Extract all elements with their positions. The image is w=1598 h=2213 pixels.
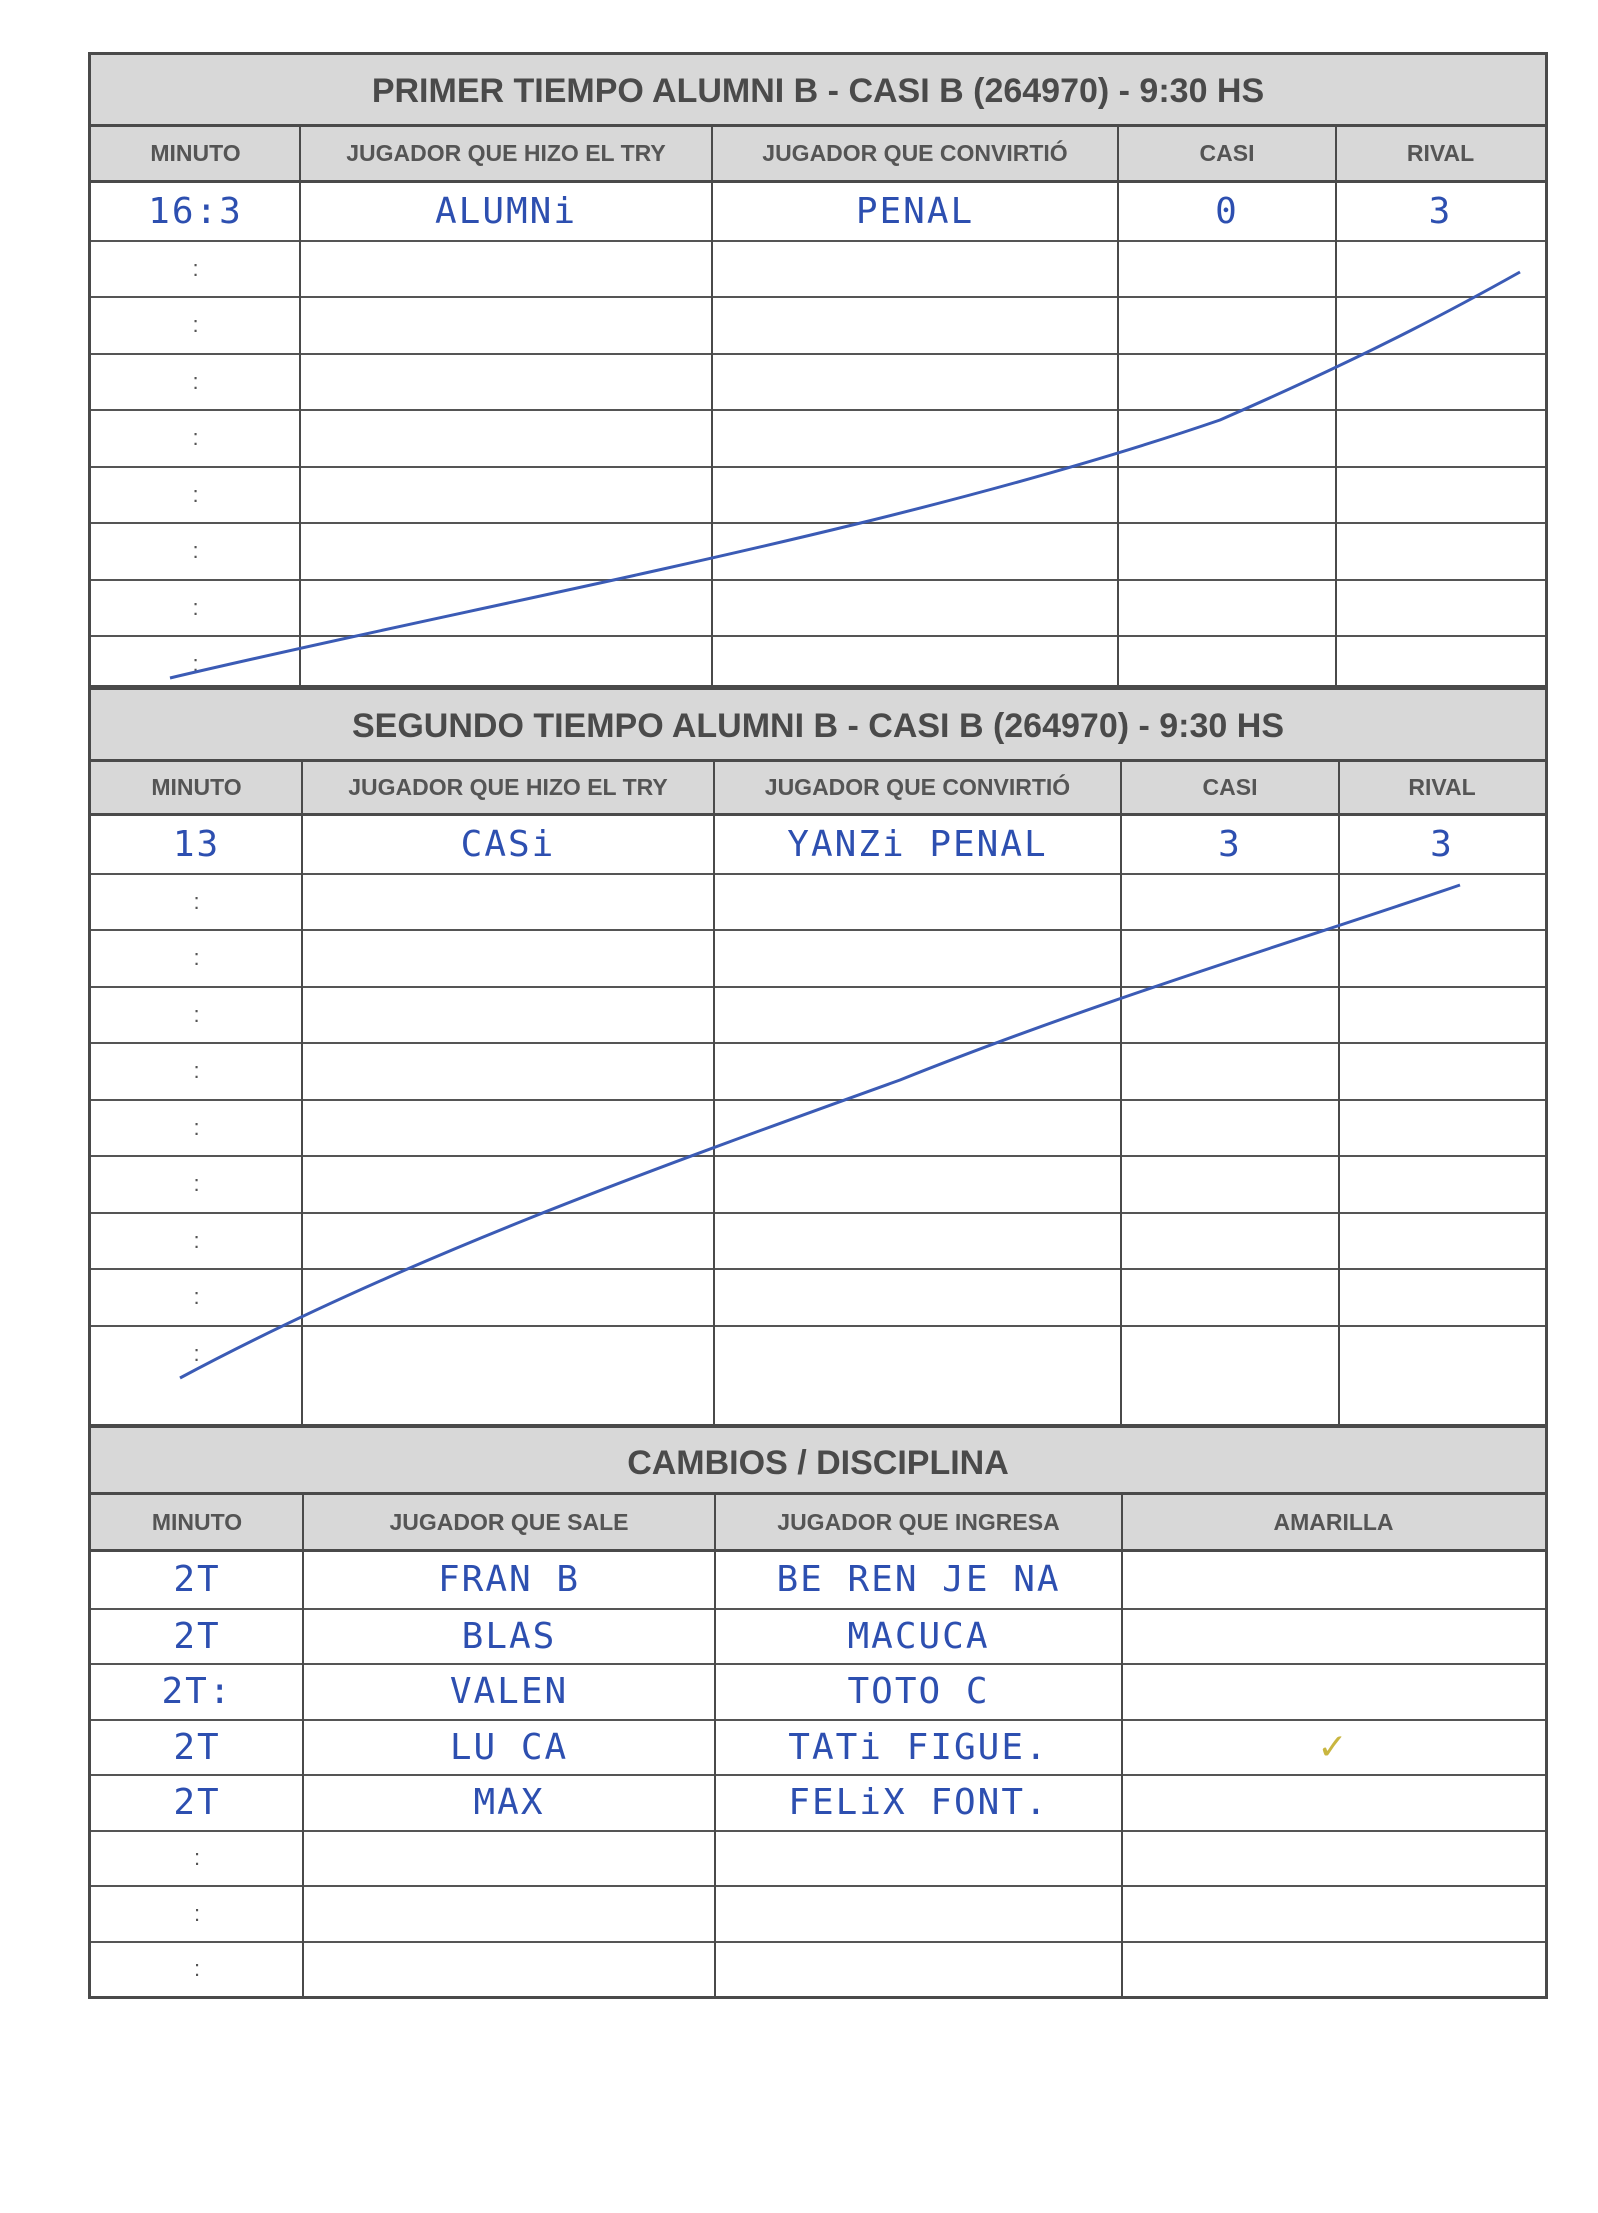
cell-minuto[interactable]: : [193, 945, 200, 971]
cell-minuto[interactable]: 2T [173, 1726, 221, 1768]
cell-casi[interactable] [1121, 1327, 1339, 1382]
column-divider [1121, 1495, 1123, 1996]
cell-rival[interactable] [1336, 468, 1545, 523]
table-row [91, 986, 1545, 1043]
table-row [91, 929, 1545, 986]
table-row [91, 579, 1545, 636]
column-header-minuto: MINUTO [150, 140, 241, 166]
cell-minuto[interactable]: : [192, 538, 199, 564]
cell-ingresa[interactable]: TATi FIGUE. [788, 1726, 1049, 1768]
column-divider [711, 127, 713, 685]
cell-rival[interactable] [1336, 411, 1545, 466]
cell-conv[interactable] [712, 468, 1118, 523]
cell-casi[interactable] [1118, 524, 1336, 579]
table-row [91, 873, 1545, 930]
cell-rival[interactable] [1339, 1101, 1545, 1156]
cell-rival[interactable] [1339, 931, 1545, 986]
cell-minuto[interactable]: : [192, 425, 199, 451]
table-row [91, 1941, 1545, 1997]
cell-rival[interactable] [1336, 242, 1545, 297]
cell-casi[interactable] [1121, 1101, 1339, 1156]
cell-minuto[interactable]: 2T [173, 1615, 221, 1657]
cell-amarilla[interactable] [1122, 1776, 1545, 1830]
cell-try[interactable] [302, 988, 714, 1043]
cell-rival[interactable]: 3 [1430, 823, 1454, 865]
cell-conv[interactable] [712, 355, 1118, 410]
cell-rival[interactable] [1336, 524, 1545, 579]
cell-casi[interactable] [1118, 355, 1336, 410]
second-half-title: SEGUNDO TIEMPO ALUMNI B - CASI B (264970) - 9:30 HS [91, 690, 1545, 762]
cell-rival[interactable] [1339, 988, 1545, 1043]
cell-casi[interactable]: 0 [1215, 190, 1239, 232]
cell-conv[interactable] [712, 411, 1118, 466]
cell-sale[interactable]: VALEN [449, 1671, 569, 1713]
cell-minuto[interactable]: 13 [172, 823, 221, 865]
cell-casi[interactable] [1118, 581, 1336, 636]
table-row [91, 1325, 1545, 1382]
cell-ingresa[interactable] [715, 1832, 1122, 1886]
changes-discipline-table [88, 1425, 1548, 1999]
cell-minuto[interactable]: : [193, 1956, 201, 1982]
column-header-amarilla: AMARILLA [1273, 1508, 1394, 1535]
cell-amarilla[interactable] [1122, 1887, 1545, 1941]
column-divider [301, 762, 303, 1424]
table-row [91, 1830, 1545, 1886]
cell-sale[interactable] [303, 1832, 715, 1886]
cell-try[interactable]: CASi [460, 823, 556, 865]
cell-rival[interactable] [1339, 1270, 1545, 1325]
cell-ingresa[interactable] [715, 1943, 1122, 1997]
cell-minuto[interactable]: 2T [173, 1782, 221, 1824]
cell-minuto[interactable]: : [193, 1900, 201, 1926]
cell-conv[interactable] [714, 875, 1121, 930]
column-divider [302, 1495, 304, 1996]
cell-try[interactable]: ALUMNi [434, 190, 578, 232]
first-half-rows [91, 183, 1545, 685]
cell-try[interactable] [302, 1101, 714, 1156]
column-divider [713, 762, 715, 1424]
cell-ingresa[interactable] [715, 1887, 1122, 1941]
cell-try[interactable] [300, 355, 712, 410]
column-divider [299, 127, 301, 685]
table-row [91, 1042, 1545, 1099]
cell-conv[interactable] [714, 1101, 1121, 1156]
column-divider [1338, 762, 1340, 1424]
cell-try[interactable] [300, 411, 712, 466]
column-header-sale: JUGADOR QUE SALE [389, 1508, 629, 1535]
cell-conv[interactable] [712, 298, 1118, 353]
cell-try[interactable] [302, 875, 714, 930]
cell-minuto[interactable]: : [192, 481, 199, 507]
cell-minuto[interactable]: : [193, 1114, 200, 1140]
cell-try[interactable] [302, 1044, 714, 1099]
cell-conv[interactable] [714, 1270, 1121, 1325]
cell-sale[interactable]: BLAS [461, 1615, 557, 1657]
column-header-try: JUGADOR QUE HIZO EL TRY [346, 140, 666, 166]
cell-try[interactable] [300, 242, 712, 297]
column-header-rival: RIVAL [1406, 140, 1475, 166]
column-divider [1117, 127, 1119, 685]
cell-rival[interactable] [1339, 875, 1545, 930]
cell-amarilla[interactable]: ✓ [1317, 1726, 1350, 1768]
cell-casi[interactable]: 3 [1218, 823, 1242, 865]
table-row [91, 1099, 1545, 1156]
cell-rival[interactable] [1336, 298, 1545, 353]
cell-conv[interactable] [712, 242, 1118, 297]
cell-minuto[interactable]: : [193, 1058, 200, 1084]
cell-conv[interactable] [714, 1214, 1121, 1269]
cell-sale[interactable]: MAX [473, 1782, 545, 1824]
column-header-casi: CASI [1202, 774, 1258, 800]
cell-casi[interactable] [1121, 1270, 1339, 1325]
cell-conv[interactable]: YANZi PENAL [787, 823, 1048, 865]
table-row [91, 1719, 1545, 1775]
cell-conv[interactable] [712, 637, 1118, 692]
cell-minuto[interactable]: : [192, 651, 199, 677]
cell-casi[interactable] [1121, 988, 1339, 1043]
first-half-header [91, 127, 1545, 183]
table-row [91, 1552, 1545, 1608]
cell-conv[interactable] [714, 931, 1121, 986]
column-header-conv: JUGADOR QUE CONVIRTIÓ [764, 774, 1071, 800]
cell-rival[interactable] [1339, 1157, 1545, 1212]
cell-try[interactable] [300, 298, 712, 353]
column-header-conv: JUGADOR QUE CONVIRTIÓ [762, 140, 1068, 166]
cell-ingresa[interactable]: FELiX FONT. [788, 1782, 1049, 1824]
cell-minuto[interactable]: 2T: [161, 1671, 233, 1713]
column-divider [714, 1495, 716, 1996]
table-row [91, 816, 1545, 873]
cell-minuto[interactable]: : [193, 1001, 200, 1027]
table-row [91, 1774, 1545, 1830]
cell-amarilla[interactable] [1122, 1552, 1545, 1608]
cell-amarilla[interactable] [1122, 1943, 1545, 1997]
cell-amarilla[interactable] [1122, 1665, 1545, 1719]
cell-sale[interactable] [303, 1887, 715, 1941]
table-row [91, 1885, 1545, 1941]
column-header-casi: CASI [1199, 140, 1255, 166]
cell-try[interactable] [300, 581, 712, 636]
cell-minuto[interactable]: : [193, 1845, 201, 1871]
second-half-header [91, 762, 1545, 816]
column-header-try: JUGADOR QUE HIZO EL TRY [348, 774, 668, 800]
cell-sale[interactable]: FRAN B [437, 1559, 581, 1601]
cell-rival[interactable] [1336, 581, 1545, 636]
cell-casi[interactable] [1121, 1157, 1339, 1212]
column-header-minuto: MINUTO [151, 1508, 243, 1535]
cell-minuto[interactable]: : [193, 1340, 200, 1366]
cell-try[interactable] [300, 637, 712, 692]
cell-minuto[interactable]: 16:3 [148, 190, 243, 232]
cell-try[interactable] [302, 1214, 714, 1269]
cell-casi[interactable] [1121, 1214, 1339, 1269]
cell-minuto[interactable]: : [192, 312, 199, 338]
second-half-rows [91, 816, 1545, 1424]
cell-rival[interactable] [1339, 1327, 1545, 1382]
cell-rival[interactable] [1339, 1214, 1545, 1269]
table-row [91, 1155, 1545, 1212]
changes-header [91, 1495, 1545, 1552]
table-row [91, 1608, 1545, 1664]
cell-try[interactable] [302, 931, 714, 986]
cell-try[interactable] [302, 1327, 714, 1382]
second-half-table [88, 687, 1548, 1427]
cell-conv[interactable] [714, 988, 1121, 1043]
table-row [91, 183, 1545, 240]
cell-amarilla[interactable] [1122, 1610, 1545, 1664]
cell-casi[interactable] [1118, 411, 1336, 466]
first-half-title: PRIMER TIEMPO ALUMNI B - CASI B (264970) - 9:30 HS [91, 55, 1545, 127]
cell-rival[interactable] [1336, 637, 1545, 692]
table-row [91, 353, 1545, 410]
table-row [91, 522, 1545, 579]
table-row [91, 409, 1545, 466]
changes-title: CAMBIOS / DISCIPLINA [91, 1428, 1545, 1495]
table-row [91, 1663, 1545, 1719]
cell-try[interactable] [302, 1157, 714, 1212]
column-header-rival: RIVAL [1408, 774, 1476, 800]
table-row [91, 1212, 1545, 1269]
column-header-minuto: MINUTO [151, 774, 242, 800]
cell-ingresa[interactable]: TOTO C [847, 1671, 990, 1713]
cell-rival[interactable] [1336, 355, 1545, 410]
cell-conv[interactable] [714, 1327, 1121, 1382]
table-row [91, 296, 1545, 353]
cell-sale[interactable] [303, 1943, 715, 1997]
cell-casi[interactable] [1121, 1044, 1339, 1099]
cell-casi[interactable] [1121, 931, 1339, 986]
cell-rival[interactable] [1339, 1044, 1545, 1099]
cell-conv[interactable] [714, 1044, 1121, 1099]
cell-casi[interactable] [1121, 875, 1339, 930]
column-header-ingresa: JUGADOR QUE INGRESA [777, 1508, 1060, 1535]
changes-rows [91, 1552, 1545, 1996]
cell-conv[interactable] [714, 1157, 1121, 1212]
cell-conv[interactable]: PENAL [855, 190, 975, 232]
cell-rival[interactable]: 3 [1428, 190, 1453, 232]
cell-minuto[interactable]: : [192, 255, 199, 281]
cell-conv[interactable] [712, 524, 1118, 579]
cell-conv[interactable] [712, 581, 1118, 636]
cell-casi[interactable] [1118, 468, 1336, 523]
cell-minuto[interactable]: : [192, 368, 199, 394]
cell-try[interactable] [300, 468, 712, 523]
cell-ingresa[interactable]: MACUCA [847, 1615, 990, 1657]
cell-amarilla[interactable] [1122, 1832, 1545, 1886]
cell-casi[interactable] [1118, 242, 1336, 297]
table-row [91, 466, 1545, 523]
column-divider [1120, 762, 1122, 1424]
cell-try[interactable] [302, 1270, 714, 1325]
cell-casi[interactable] [1118, 637, 1336, 692]
cell-minuto[interactable]: : [192, 594, 199, 620]
column-divider [1335, 127, 1337, 685]
cell-minuto[interactable]: 2T [173, 1559, 221, 1601]
table-row [91, 240, 1545, 297]
cell-sale[interactable]: LU CA [449, 1726, 569, 1768]
cell-minuto[interactable]: : [193, 1227, 200, 1253]
cell-minuto[interactable]: : [193, 1171, 200, 1197]
table-row [91, 1268, 1545, 1325]
table-row [91, 635, 1545, 692]
cell-minuto[interactable]: : [193, 888, 200, 914]
cell-casi[interactable] [1118, 298, 1336, 353]
cell-minuto[interactable]: : [193, 1284, 200, 1310]
cell-ingresa[interactable]: BE REN JE NA [776, 1559, 1061, 1601]
first-half-table [88, 52, 1548, 688]
cell-try[interactable] [300, 524, 712, 579]
